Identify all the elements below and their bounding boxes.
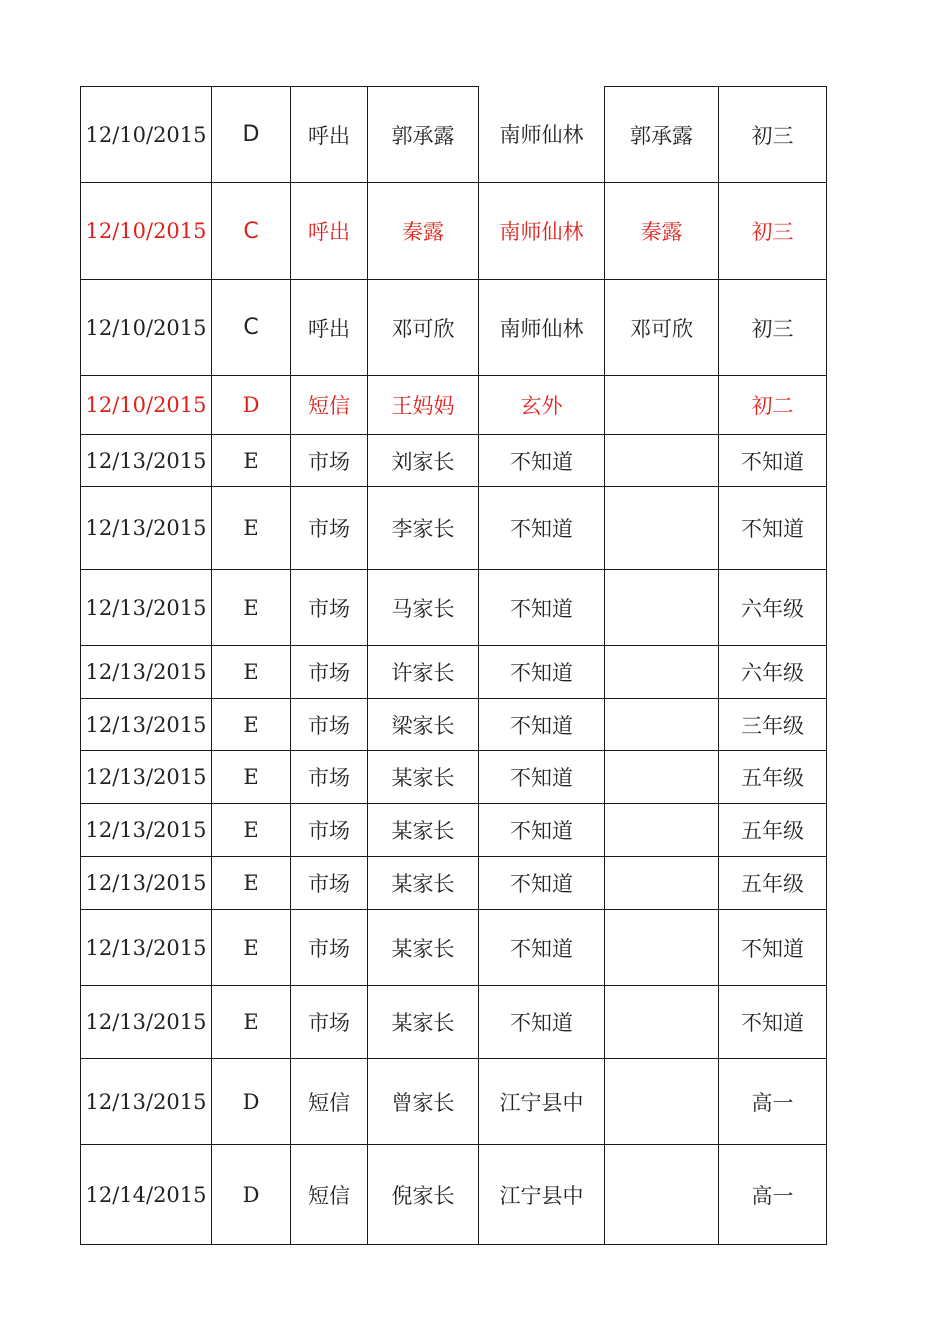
school-cell: 不知道 [479, 435, 605, 487]
class-year-cell: 五年级 [719, 857, 827, 910]
contact-name-cell: 秦露 [368, 183, 479, 280]
date-cell: 12/13/2015 [81, 570, 212, 646]
date-cell: 12/10/2015 [81, 183, 212, 280]
student-name-cell [605, 1145, 719, 1245]
student-name-cell [605, 1059, 719, 1145]
class-year-cell: 五年级 [719, 751, 827, 804]
date-cell: 12/13/2015 [81, 435, 212, 487]
school-cell: 南师仙林 [479, 280, 605, 376]
class-year-cell: 六年级 [719, 570, 827, 646]
date-cell: 12/10/2015 [81, 87, 212, 183]
table-row [81, 570, 827, 646]
school-cell: 玄外 [479, 376, 605, 435]
school-cell: 不知道 [479, 857, 605, 910]
school-cell: 不知道 [479, 910, 605, 986]
table-row [81, 857, 827, 910]
channel-cell: 呼出 [291, 87, 368, 183]
school-cell: 不知道 [479, 699, 605, 751]
table-row [81, 699, 827, 751]
class-year-cell: 初三 [719, 183, 827, 280]
grade-letter-cell: D [212, 1145, 291, 1245]
grade-letter-cell: C [212, 280, 291, 376]
student-name-cell [605, 646, 719, 699]
table-row [81, 435, 827, 487]
school-cell: 不知道 [479, 804, 605, 857]
grade-letter-cell: E [212, 646, 291, 699]
channel-cell: 市场 [291, 857, 368, 910]
contact-name-cell: 李家长 [368, 487, 479, 570]
student-name-cell [605, 910, 719, 986]
student-name-cell [605, 435, 719, 487]
contact-name-cell: 许家长 [368, 646, 479, 699]
contact-name-cell: 某家长 [368, 804, 479, 857]
grade-letter-cell: E [212, 804, 291, 857]
contact-name-cell: 马家长 [368, 570, 479, 646]
school-cell: 不知道 [479, 986, 605, 1059]
date-cell: 12/10/2015 [81, 280, 212, 376]
school-cell: 南师仙林 [479, 183, 605, 280]
table-row [81, 376, 827, 435]
table-row [81, 1145, 827, 1245]
contact-name-cell: 倪家长 [368, 1145, 479, 1245]
grade-letter-cell: E [212, 910, 291, 986]
date-cell: 12/13/2015 [81, 487, 212, 570]
date-cell: 12/13/2015 [81, 910, 212, 986]
grade-letter-cell: E [212, 857, 291, 910]
student-name-cell [605, 570, 719, 646]
table-row [81, 1059, 827, 1145]
student-name-cell: 郭承露 [605, 87, 719, 183]
contact-name-cell: 某家长 [368, 910, 479, 986]
class-year-cell: 不知道 [719, 435, 827, 487]
channel-cell: 市场 [291, 487, 368, 570]
table-row [81, 280, 827, 376]
contact-name-cell: 王妈妈 [368, 376, 479, 435]
date-cell: 12/13/2015 [81, 986, 212, 1059]
table-row [81, 183, 827, 280]
table-row [81, 487, 827, 570]
date-cell: 12/13/2015 [81, 804, 212, 857]
grade-letter-cell: D [212, 1059, 291, 1145]
school-cell: 不知道 [479, 570, 605, 646]
class-year-cell: 高一 [719, 1059, 827, 1145]
contact-name-cell: 某家长 [368, 751, 479, 804]
grade-letter-cell: E [212, 570, 291, 646]
table-row [81, 646, 827, 699]
contact-name-cell: 曾家长 [368, 1059, 479, 1145]
channel-cell: 市场 [291, 751, 368, 804]
student-name-cell: 秦露 [605, 183, 719, 280]
student-name-cell [605, 751, 719, 804]
date-cell: 12/13/2015 [81, 751, 212, 804]
grade-letter-cell: D [212, 376, 291, 435]
channel-cell: 市场 [291, 570, 368, 646]
class-year-cell: 初三 [719, 280, 827, 376]
school-cell: 江宁县中 [479, 1145, 605, 1245]
channel-cell: 市场 [291, 435, 368, 487]
channel-cell: 呼出 [291, 183, 368, 280]
class-year-cell: 五年级 [719, 804, 827, 857]
class-year-cell: 三年级 [719, 699, 827, 751]
contact-name-cell: 某家长 [368, 986, 479, 1059]
contact-name-cell: 郭承露 [368, 87, 479, 183]
grade-letter-cell: E [212, 751, 291, 804]
grade-letter-cell: E [212, 699, 291, 751]
table-row [81, 986, 827, 1059]
class-year-cell: 高一 [719, 1145, 827, 1245]
date-cell: 12/13/2015 [81, 1059, 212, 1145]
student-name-cell: 邓可欣 [605, 280, 719, 376]
contact-name-cell: 邓可欣 [368, 280, 479, 376]
student-name-cell [605, 376, 719, 435]
grade-letter-cell: E [212, 487, 291, 570]
date-cell: 12/13/2015 [81, 646, 212, 699]
date-cell: 12/10/2015 [81, 376, 212, 435]
date-cell: 12/13/2015 [81, 857, 212, 910]
student-name-cell [605, 804, 719, 857]
school-cell: 不知道 [479, 646, 605, 699]
channel-cell: 短信 [291, 376, 368, 435]
student-name-cell [605, 699, 719, 751]
channel-cell: 市场 [291, 910, 368, 986]
grade-letter-cell: D [212, 87, 291, 183]
school-cell: 江宁县中 [479, 1059, 605, 1145]
class-year-cell: 不知道 [719, 487, 827, 570]
grade-letter-cell: C [212, 183, 291, 280]
student-name-cell [605, 857, 719, 910]
records-table [80, 86, 827, 1245]
class-year-cell: 初三 [719, 87, 827, 183]
channel-cell: 市场 [291, 804, 368, 857]
date-cell: 12/14/2015 [81, 1145, 212, 1245]
school-cell: 不知道 [479, 487, 605, 570]
contact-name-cell: 刘家长 [368, 435, 479, 487]
class-year-cell: 初二 [719, 376, 827, 435]
contact-name-cell: 梁家长 [368, 699, 479, 751]
contact-name-cell: 某家长 [368, 857, 479, 910]
channel-cell: 短信 [291, 1145, 368, 1245]
school-cell: 南师仙林 [479, 87, 605, 183]
channel-cell: 呼出 [291, 280, 368, 376]
channel-cell: 短信 [291, 1059, 368, 1145]
student-name-cell [605, 487, 719, 570]
records-table-body [81, 87, 827, 1245]
student-name-cell [605, 986, 719, 1059]
class-year-cell: 不知道 [719, 986, 827, 1059]
table-row [81, 751, 827, 804]
channel-cell: 市场 [291, 986, 368, 1059]
channel-cell: 市场 [291, 646, 368, 699]
channel-cell: 市场 [291, 699, 368, 751]
grade-letter-cell: E [212, 435, 291, 487]
school-cell: 不知道 [479, 751, 605, 804]
grade-letter-cell: E [212, 986, 291, 1059]
table-row [81, 804, 827, 857]
date-cell: 12/13/2015 [81, 699, 212, 751]
table-row [81, 910, 827, 986]
class-year-cell: 六年级 [719, 646, 827, 699]
table-row [81, 87, 827, 183]
class-year-cell: 不知道 [719, 910, 827, 986]
